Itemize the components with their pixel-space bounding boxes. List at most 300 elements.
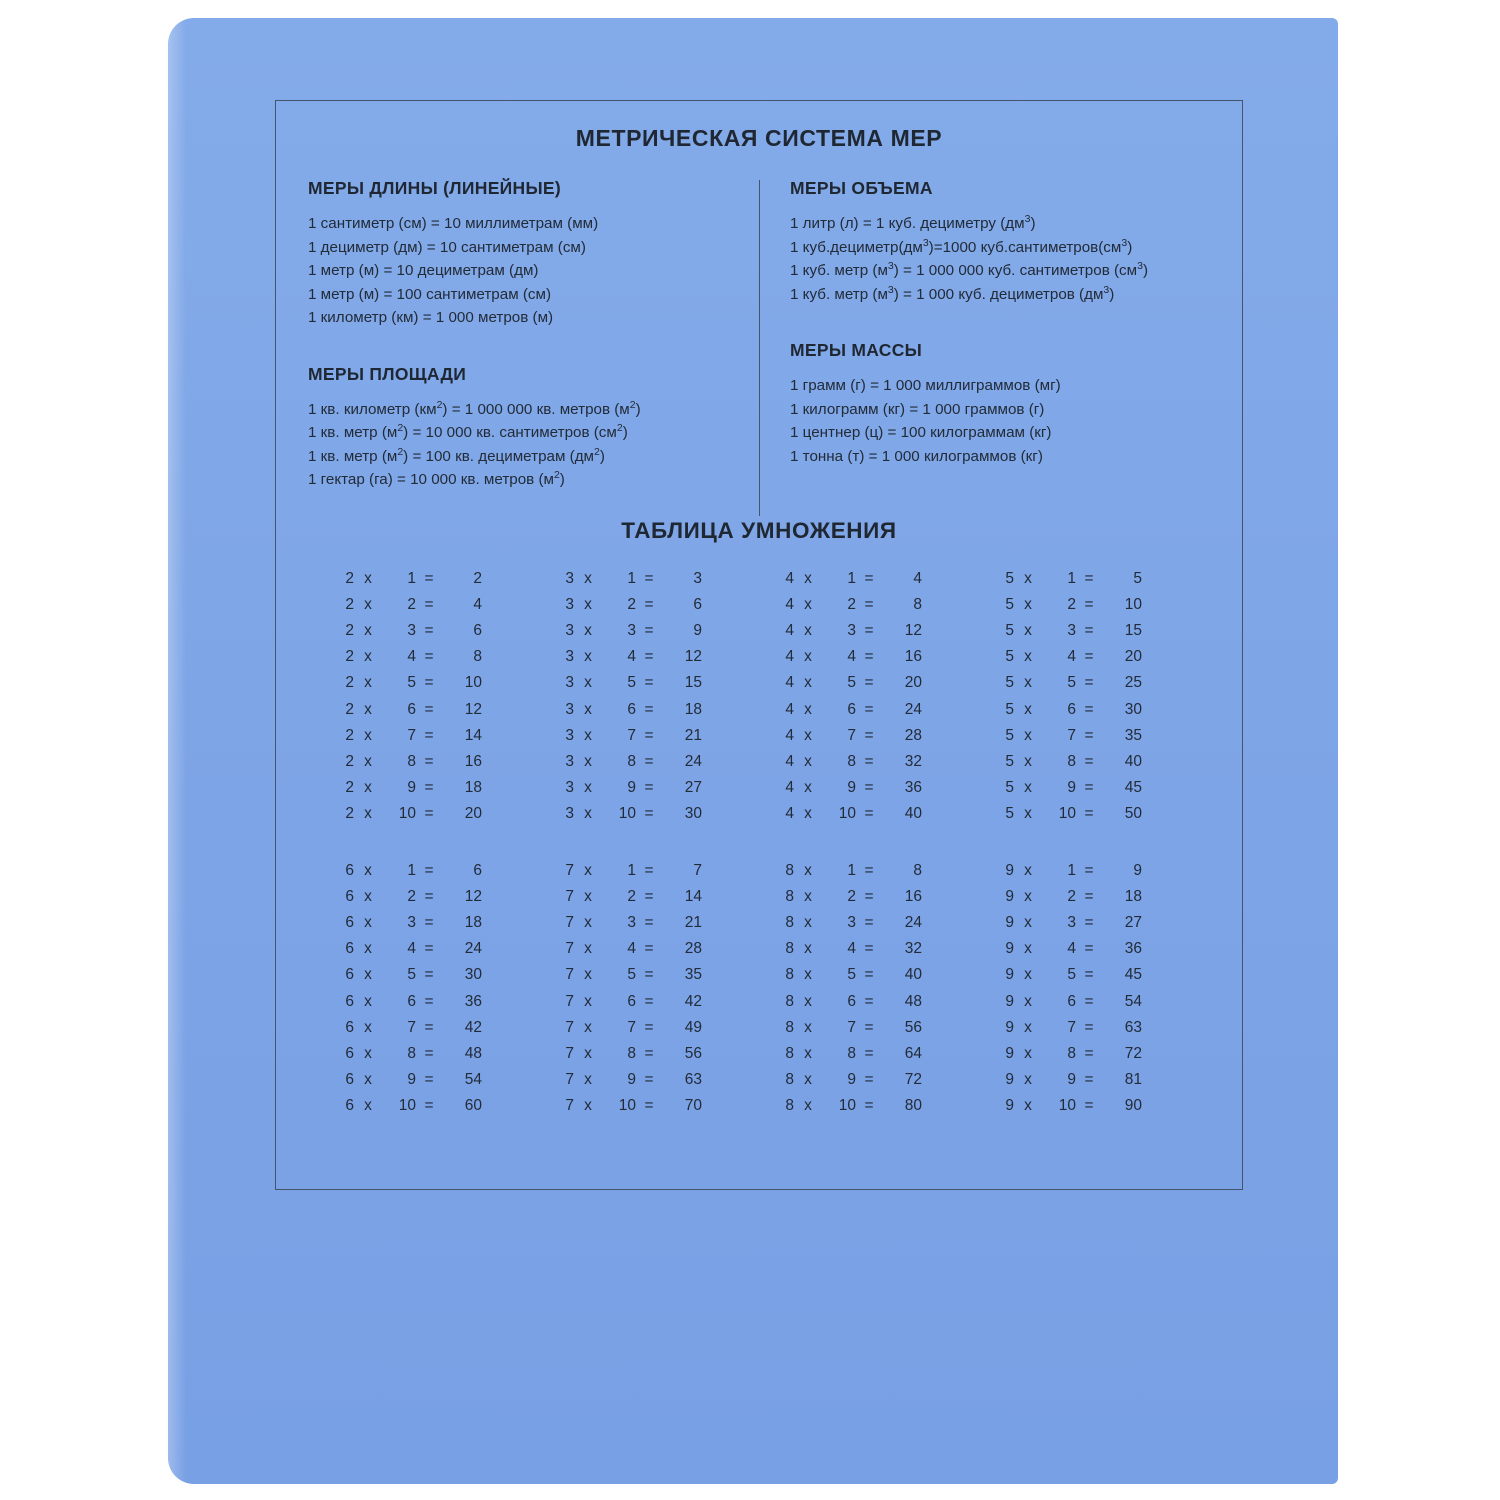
product: 18	[464, 913, 482, 931]
volume-lines	[790, 212, 1216, 306]
multiplication-row	[764, 723, 982, 749]
factor-a: 2	[345, 674, 354, 692]
page-title: МЕТРИЧЕСКАЯ СИСТЕМА МЕР	[575, 125, 943, 151]
product: 56	[904, 1018, 922, 1036]
measures-left-column	[308, 178, 762, 492]
product: 12	[464, 887, 482, 905]
factor-a: 3	[565, 779, 574, 797]
length-line: 1 километр (км) = 1 000 метров (м)	[308, 309, 554, 326]
product: 9	[693, 621, 702, 639]
section-title-mass: МЕРЫ МАССЫ	[790, 340, 923, 360]
equals-sign: =	[644, 779, 654, 797]
multiplication-row	[324, 962, 542, 988]
factor-a: 4	[785, 726, 794, 744]
operator: x	[804, 861, 812, 879]
factor-b: 9	[1067, 779, 1076, 797]
product: 50	[1124, 805, 1142, 823]
factor-b: 5	[407, 674, 416, 692]
operator: x	[584, 940, 592, 958]
operator: x	[584, 621, 592, 639]
equals-sign: =	[1084, 992, 1094, 1010]
operator: x	[804, 779, 812, 797]
operator: x	[1024, 805, 1032, 823]
factor-a: 9	[1005, 887, 1014, 905]
multiplication-row	[984, 566, 1202, 592]
section-title-area: МЕРЫ ПЛОЩАДИ	[308, 363, 467, 384]
multiplication-table-5	[984, 566, 1202, 828]
product: 7	[693, 861, 702, 879]
operator: x	[584, 861, 592, 879]
operator: x	[804, 752, 812, 770]
factor-b: 3	[407, 621, 416, 639]
equals-sign: =	[644, 1018, 654, 1036]
factor-b: 8	[847, 752, 856, 770]
equals-sign: =	[644, 700, 654, 718]
product: 48	[904, 992, 922, 1010]
factor-a: 4	[785, 779, 794, 797]
multiplication-row	[984, 910, 1202, 936]
factor-b: 4	[1067, 940, 1076, 958]
multiplication-row	[764, 962, 982, 988]
operator: x	[804, 648, 812, 666]
operator: x	[364, 1044, 372, 1062]
factor-a: 5	[1005, 779, 1014, 797]
factor-a: 9	[1005, 966, 1014, 984]
operator: x	[584, 674, 592, 692]
factor-a: 7	[565, 1097, 574, 1115]
product: 24	[904, 700, 922, 718]
multiplication-row	[544, 1015, 762, 1041]
multiplication-row	[544, 989, 762, 1015]
factor-a: 8	[785, 861, 794, 879]
factor-b: 1	[1067, 861, 1076, 879]
product: 4	[913, 569, 922, 587]
equals-sign: =	[1084, 805, 1094, 823]
multiplication-row	[764, 775, 982, 801]
operator: x	[1024, 1018, 1032, 1036]
product: 10	[1124, 595, 1142, 613]
multiplication-row	[984, 936, 1202, 962]
operator: x	[584, 726, 592, 744]
operator: x	[364, 700, 372, 718]
multiplication-row	[544, 1041, 762, 1067]
equals-sign: =	[864, 861, 874, 879]
equals-sign: =	[644, 913, 654, 931]
equals-sign: =	[864, 726, 874, 744]
product: 49	[684, 1018, 702, 1036]
factor-b: 2	[407, 887, 416, 905]
operator: x	[804, 621, 812, 639]
product: 42	[684, 992, 702, 1010]
operator: x	[364, 1071, 372, 1089]
operator: x	[804, 674, 812, 692]
equals-sign: =	[644, 805, 654, 823]
equals-sign: =	[424, 595, 434, 613]
factor-a: 7	[565, 992, 574, 1010]
factor-b: 8	[627, 1044, 636, 1062]
operator: x	[584, 992, 592, 1010]
multiplication-row-1	[324, 566, 1202, 828]
factor-a: 6	[345, 966, 354, 984]
operator: x	[364, 779, 372, 797]
operator: x	[364, 648, 372, 666]
factor-b: 1	[1067, 569, 1076, 587]
factor-a: 8	[785, 1044, 794, 1062]
factor-a: 2	[345, 700, 354, 718]
multiplication-row	[764, 1041, 982, 1067]
equals-sign: =	[644, 966, 654, 984]
multiplication-row	[984, 989, 1202, 1015]
multiplication-row	[984, 884, 1202, 910]
multiplication-row-2	[324, 858, 1202, 1120]
factor-a: 2	[345, 752, 354, 770]
factor-b: 8	[407, 1044, 416, 1062]
multiplication-row	[544, 936, 762, 962]
multiplication-row	[324, 1093, 542, 1119]
factor-b: 6	[1067, 700, 1076, 718]
multiplication-row	[324, 644, 542, 670]
factor-b: 6	[627, 992, 636, 1010]
factor-b: 3	[407, 913, 416, 931]
product: 70	[684, 1097, 702, 1115]
factor-a: 4	[785, 700, 794, 718]
equals-sign: =	[644, 1097, 654, 1115]
factor-a: 3	[565, 674, 574, 692]
multiplication-row	[984, 618, 1202, 644]
operator: x	[584, 648, 592, 666]
product: 63	[684, 1071, 702, 1089]
operator: x	[1024, 621, 1032, 639]
factor-a: 2	[345, 805, 354, 823]
operator: x	[1024, 940, 1032, 958]
operator: x	[584, 913, 592, 931]
column-divider	[759, 180, 760, 516]
length-line: 1 дециметр (дм) = 10 сантиметрам (см)	[308, 238, 586, 256]
product: 8	[913, 861, 922, 879]
factor-b: 3	[627, 621, 636, 639]
operator: x	[584, 1044, 592, 1062]
equals-sign: =	[1084, 887, 1094, 905]
product: 20	[904, 674, 922, 692]
factor-a: 6	[345, 913, 354, 931]
factor-b: 3	[627, 913, 636, 931]
multiplication-row	[984, 1067, 1202, 1093]
factor-b: 2	[407, 595, 416, 613]
equals-sign: =	[864, 913, 874, 931]
factor-a: 6	[345, 940, 354, 958]
operator: x	[364, 726, 372, 744]
factor-b: 2	[847, 595, 856, 613]
multiplication-row	[984, 962, 1202, 988]
multiplication-row	[764, 697, 982, 723]
operator: x	[804, 992, 812, 1010]
multiplication-row	[764, 936, 982, 962]
length-line: 1 метр (м) = 10 дециметрам (дм)	[308, 262, 539, 279]
product: 16	[464, 752, 482, 770]
factor-a: 3	[565, 752, 574, 770]
multiplication-row	[764, 670, 982, 696]
multiplication-table-9	[984, 858, 1202, 1120]
equals-sign: =	[864, 752, 874, 770]
multiplication-row	[324, 884, 542, 910]
factor-b: 6	[407, 992, 416, 1010]
factor-b: 9	[847, 779, 856, 797]
equals-sign: =	[1084, 648, 1094, 666]
factor-b: 7	[847, 1018, 856, 1036]
factor-b: 8	[847, 1044, 856, 1062]
product: 18	[464, 779, 482, 797]
factor-a: 8	[785, 992, 794, 1010]
factor-b: 2	[1067, 595, 1076, 613]
multiplication-row	[544, 910, 762, 936]
factor-b: 8	[1067, 1044, 1076, 1062]
product: 15	[1124, 621, 1142, 639]
factor-b: 2	[1067, 887, 1076, 905]
product: 56	[684, 1044, 702, 1062]
operator: x	[804, 966, 812, 984]
equals-sign: =	[864, 966, 874, 984]
operator: x	[1024, 992, 1032, 1010]
factor-b: 5	[847, 966, 856, 984]
operator: x	[364, 966, 372, 984]
equals-sign: =	[864, 1018, 874, 1036]
product: 25	[1124, 674, 1142, 692]
equals-sign: =	[644, 1044, 654, 1062]
product: 40	[1124, 752, 1142, 770]
factor-b: 9	[407, 779, 416, 797]
factor-b: 7	[1067, 1018, 1076, 1036]
product: 28	[684, 940, 702, 958]
measures-section	[276, 178, 1242, 492]
factor-b: 9	[407, 1071, 416, 1089]
equals-sign: =	[424, 779, 434, 797]
multiplication-table-8	[764, 858, 982, 1120]
factor-b: 6	[627, 700, 636, 718]
factor-a: 3	[565, 569, 574, 587]
factor-b: 4	[407, 648, 416, 666]
product: 42	[464, 1018, 482, 1036]
operator: x	[364, 569, 372, 587]
equals-sign: =	[644, 887, 654, 905]
equals-sign: =	[424, 648, 434, 666]
equals-sign: =	[864, 674, 874, 692]
operator: x	[1024, 726, 1032, 744]
product: 5	[1133, 569, 1142, 587]
equals-sign: =	[864, 595, 874, 613]
factor-a: 4	[785, 595, 794, 613]
multiplication-row	[984, 801, 1202, 827]
operator: x	[364, 1018, 372, 1036]
multiplication-row	[544, 1093, 762, 1119]
operator: x	[584, 752, 592, 770]
operator: x	[584, 595, 592, 613]
multiplication-row	[544, 723, 762, 749]
factor-a: 4	[785, 569, 794, 587]
product: 36	[904, 779, 922, 797]
equals-sign: =	[1084, 913, 1094, 931]
product: 90	[1124, 1097, 1142, 1115]
factor-a: 9	[1005, 1018, 1014, 1036]
operator: x	[364, 913, 372, 931]
factor-b: 9	[627, 1071, 636, 1089]
product: 12	[684, 648, 702, 666]
equals-sign: =	[1084, 966, 1094, 984]
multiplication-row	[544, 775, 762, 801]
operator: x	[364, 992, 372, 1010]
product: 4	[473, 595, 482, 613]
equals-sign: =	[644, 1071, 654, 1089]
multiplication-row	[764, 801, 982, 827]
cover-spine-highlight	[168, 18, 186, 1484]
multiplication-row	[544, 858, 762, 884]
operator: x	[804, 700, 812, 718]
multiplication-row	[544, 962, 762, 988]
factor-a: 2	[345, 726, 354, 744]
equals-sign: =	[1084, 940, 1094, 958]
equals-sign: =	[1084, 595, 1094, 613]
factor-b: 3	[847, 621, 856, 639]
factor-a: 4	[785, 674, 794, 692]
factor-a: 4	[785, 752, 794, 770]
factor-a: 9	[1005, 1044, 1014, 1062]
factor-b: 8	[407, 752, 416, 770]
operator: x	[364, 1097, 372, 1115]
equals-sign: =	[1084, 779, 1094, 797]
factor-b: 2	[847, 887, 856, 905]
multiplication-row	[764, 884, 982, 910]
factor-b: 10	[1058, 1097, 1076, 1115]
equals-sign: =	[424, 992, 434, 1010]
factor-a: 6	[345, 992, 354, 1010]
equals-sign: =	[424, 621, 434, 639]
multiplication-row	[764, 989, 982, 1015]
equals-sign: =	[644, 752, 654, 770]
multiplication-row	[984, 592, 1202, 618]
product: 3	[693, 569, 702, 587]
product: 40	[904, 805, 922, 823]
product: 72	[904, 1071, 922, 1089]
product: 20	[464, 805, 482, 823]
product: 30	[464, 966, 482, 984]
section-title-length: МЕРЫ ДЛИНЫ (ЛИНЕЙНЫЕ)	[308, 178, 562, 198]
factor-a: 8	[785, 887, 794, 905]
equals-sign: =	[864, 992, 874, 1010]
product: 20	[1124, 648, 1142, 666]
equals-sign: =	[1084, 1071, 1094, 1089]
volume-line: 1 $куб.дециметр(дм^3)=1000$ $куб.сантиметров(см^3)$	[790, 236, 1133, 256]
factor-a: 6	[345, 1097, 354, 1115]
product: 6	[473, 861, 482, 879]
multiplication-row	[984, 1041, 1202, 1067]
factor-a: 8	[785, 966, 794, 984]
product: 32	[904, 752, 922, 770]
factor-a: 7	[565, 887, 574, 905]
operator: x	[364, 861, 372, 879]
product: 32	[904, 940, 922, 958]
equals-sign: =	[424, 726, 434, 744]
operator: x	[804, 569, 812, 587]
factor-a: 5	[1005, 674, 1014, 692]
equals-sign: =	[864, 1071, 874, 1089]
factor-a: 5	[1005, 595, 1014, 613]
factor-a: 7	[565, 1071, 574, 1089]
equals-sign: =	[424, 861, 434, 879]
multiplication-row	[984, 697, 1202, 723]
equals-sign: =	[424, 752, 434, 770]
factor-a: 5	[1005, 621, 1014, 639]
operator: x	[364, 621, 372, 639]
equals-sign: =	[1084, 700, 1094, 718]
factor-b: 7	[627, 1018, 636, 1036]
factor-a: 9	[1005, 1097, 1014, 1115]
factor-b: 5	[1067, 966, 1076, 984]
multiplication-row	[544, 801, 762, 827]
factor-b: 4	[407, 940, 416, 958]
equals-sign: =	[644, 674, 654, 692]
factor-b: 6	[847, 992, 856, 1010]
product: 16	[904, 887, 922, 905]
equals-sign: =	[424, 940, 434, 958]
product: 6	[693, 595, 702, 613]
factor-b: 4	[627, 940, 636, 958]
multiplication-row	[324, 989, 542, 1015]
factor-a: 2	[345, 648, 354, 666]
multiplication-row	[984, 723, 1202, 749]
equals-sign: =	[424, 1071, 434, 1089]
product: 12	[904, 621, 922, 639]
multiplication-row	[324, 566, 542, 592]
factor-b: 6	[407, 700, 416, 718]
factor-b: 5	[627, 674, 636, 692]
operator: x	[1024, 887, 1032, 905]
multiplication-row	[764, 749, 982, 775]
factor-b: 8	[627, 752, 636, 770]
product: 80	[904, 1097, 922, 1115]
product: 36	[464, 992, 482, 1010]
factor-b: 10	[618, 1097, 636, 1115]
product: 27	[1124, 913, 1142, 931]
operator: x	[364, 805, 372, 823]
volume-line: 1 куб. метр $(м^3) = 1$ 000 куб. дециметров $(дм^3)$	[790, 283, 1115, 303]
operator: x	[1024, 1097, 1032, 1115]
product: 45	[1124, 779, 1142, 797]
operator: x	[1024, 861, 1032, 879]
mass-lines	[790, 374, 1216, 468]
product: 63	[1124, 1018, 1142, 1036]
multiplication-row	[984, 1015, 1202, 1041]
factor-b: 5	[407, 966, 416, 984]
operator: x	[1024, 674, 1032, 692]
multiplication-row	[984, 749, 1202, 775]
product: 24	[904, 913, 922, 931]
equals-sign: =	[1084, 726, 1094, 744]
factor-b: 1	[407, 569, 416, 587]
product: 14	[684, 887, 702, 905]
product: 18	[1124, 887, 1142, 905]
multiplication-row	[544, 566, 762, 592]
multiplication-row	[324, 936, 542, 962]
multiplication-row	[764, 1067, 982, 1093]
product: 16	[904, 648, 922, 666]
equals-sign: =	[1084, 569, 1094, 587]
factor-b: 1	[407, 861, 416, 879]
factor-a: 5	[1005, 648, 1014, 666]
product: 27	[684, 779, 702, 797]
equals-sign: =	[1084, 752, 1094, 770]
mass-line: 1 тонна (т) = 1 000 килограммов (кг)	[790, 447, 1043, 465]
factor-b: 3	[1067, 913, 1076, 931]
factor-b: 9	[627, 779, 636, 797]
